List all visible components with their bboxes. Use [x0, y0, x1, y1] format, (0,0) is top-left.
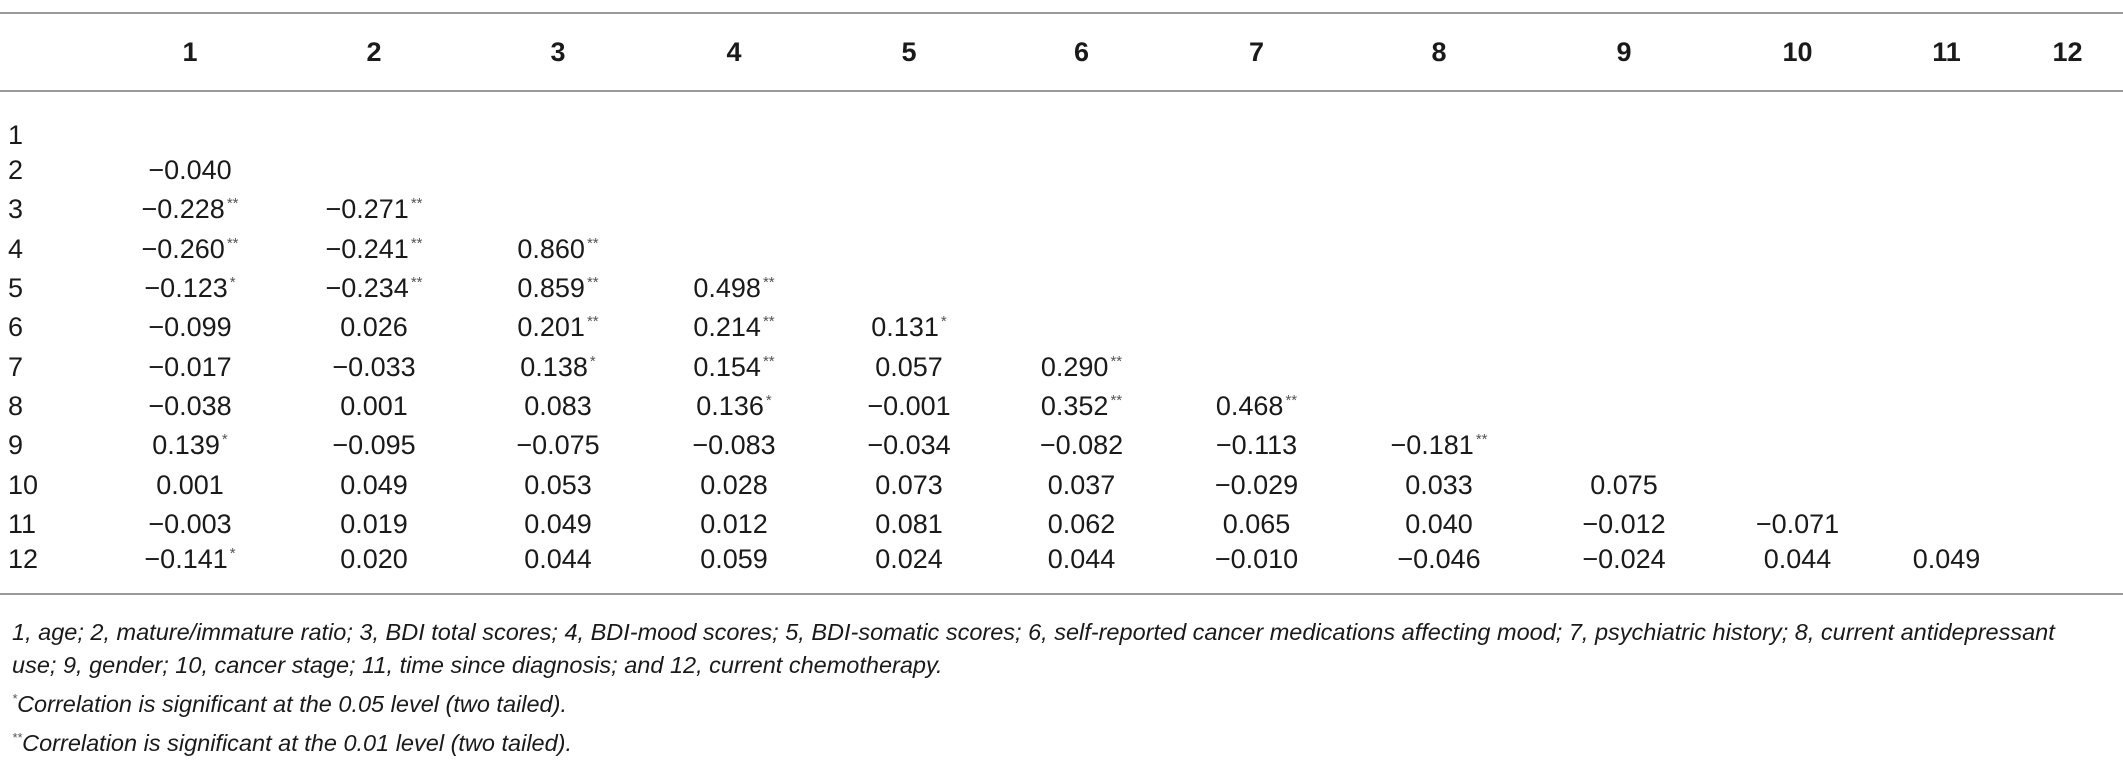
table-cell [1881, 465, 2012, 504]
table-cell [2012, 230, 2123, 269]
table-cell [276, 308, 472, 347]
table-cell [472, 190, 644, 229]
table-cell [2012, 151, 2123, 190]
table-cell [276, 151, 472, 190]
correlation-value: −0.123 [144, 273, 228, 304]
correlation-value: 0.073 [875, 469, 943, 500]
correlation-value: 0.083 [524, 390, 592, 421]
table-cell [472, 544, 644, 594]
significance-marker: ** [1285, 391, 1298, 409]
sig-marker: * [12, 691, 18, 706]
correlation-value: 0.075 [1590, 469, 1658, 500]
table-cell [2012, 269, 2123, 308]
table-cell [1714, 387, 1881, 426]
table-body [0, 91, 2123, 594]
significance-marker: ** [586, 274, 599, 292]
variable-legend: 1, age; 2, mature/immature ratio; 3, BDI total scores; 4, BDI-mood scores; 5, BDI-somatic scores; 6, self-reported cancer medications affecting mood; 7, psychiatric history; 8, current antidepressant use; 9, gender; 10, cancer stage; 11, time since diagnosis; and 12, current chemotherapy. [12, 619, 2055, 678]
table-cell [1714, 190, 1881, 229]
table-cell [276, 465, 472, 504]
table-cell [824, 151, 994, 190]
correlation-value: −0.001 [867, 390, 951, 421]
correlation-value: −0.040 [148, 155, 232, 186]
table-cell [824, 91, 994, 151]
correlation-table [0, 12, 2123, 595]
table-cell [2012, 91, 2123, 151]
table-cell [1881, 230, 2012, 269]
table-cell [1344, 151, 1534, 190]
table-cell [1169, 151, 1344, 190]
significance-marker: ** [410, 234, 423, 252]
row-label: 2 [8, 155, 24, 186]
row-label: 6 [8, 312, 24, 343]
correlation-value: −0.181 [1390, 430, 1474, 461]
table-cell [276, 230, 472, 269]
table-cell [644, 151, 824, 190]
table-cell [472, 505, 644, 544]
correlation-value: 0.040 [1405, 508, 1473, 539]
significance-marker: ** [586, 313, 599, 331]
table-cell [1534, 387, 1714, 426]
significance-marker: * [589, 352, 596, 370]
table-header-row [0, 13, 2123, 91]
table-cell [994, 308, 1169, 347]
row-label: 11 [8, 508, 37, 539]
correlation-value: −0.071 [1755, 508, 1840, 539]
table-cell [1534, 230, 1714, 269]
table-cell [824, 230, 994, 269]
table-cell [1344, 505, 1534, 544]
table-cell [276, 347, 472, 386]
table-cell [1344, 190, 1534, 229]
table-cell [1714, 544, 1881, 594]
table-cell [104, 230, 276, 269]
correlation-value: 0.065 [1222, 508, 1291, 539]
row-label: 5 [8, 273, 24, 304]
table-cell [1714, 230, 1881, 269]
table-row [0, 308, 2123, 347]
significance-marker: ** [586, 234, 599, 252]
table-cell [276, 91, 472, 151]
row-label: 3 [8, 194, 24, 225]
row-label: 9 [8, 430, 24, 461]
correlation-value: 0.049 [340, 469, 408, 500]
table-cell [1714, 426, 1881, 465]
table-cell [1344, 544, 1534, 594]
table-cell [1714, 308, 1881, 347]
significance-marker: ** [226, 195, 239, 213]
correlation-value: −0.034 [867, 430, 951, 461]
correlation-value: 0.214 [693, 312, 761, 343]
table-cell [1714, 269, 1881, 308]
footnote-text: Correlation is significant at the 0.05 level (two tailed). [17, 690, 567, 717]
table-cell [1881, 190, 2012, 229]
correlation-value: 0.026 [340, 312, 408, 343]
table-cell [994, 426, 1169, 465]
table-row [0, 387, 2123, 426]
table-cell [1344, 230, 1534, 269]
table-cell [644, 308, 824, 347]
table-cell [472, 308, 644, 347]
correlation-value: 0.024 [875, 543, 943, 574]
table-cell [644, 230, 824, 269]
table-cell [1534, 308, 1714, 347]
correlation-value: 0.020 [340, 543, 408, 574]
table-cell [994, 347, 1169, 386]
row-label: 1 [8, 120, 24, 150]
table-row [0, 151, 2123, 190]
significance-marker: ** [762, 352, 775, 370]
footnote-text: Correlation is significant at the 0.01 level (two tailed). [22, 729, 573, 756]
table-cell [1169, 190, 1344, 229]
table-cell [994, 190, 1169, 229]
table-cell [1881, 308, 2012, 347]
table-cell [1881, 505, 2012, 544]
significance-marker: * [765, 391, 772, 409]
table-cell [104, 465, 276, 504]
table-cell [1534, 269, 1714, 308]
correlation-value: 0.498 [693, 273, 761, 304]
table-cell [1534, 151, 1714, 190]
table-cell [1881, 544, 2012, 594]
correlation-value: −0.024 [1582, 543, 1666, 574]
table-row [0, 190, 2123, 229]
table-cell [104, 190, 276, 229]
correlation-value: 0.138 [520, 351, 588, 382]
column-header: 9 [1534, 13, 1714, 91]
table-row [0, 505, 2123, 544]
table-cell [824, 465, 994, 504]
table-cell [994, 505, 1169, 544]
column-header: 12 [2012, 13, 2123, 91]
column-header: 8 [1344, 13, 1534, 91]
table-cell [1344, 387, 1534, 426]
correlation-value: 0.139 [152, 430, 220, 461]
table-cell [2012, 387, 2123, 426]
table-row [0, 230, 2123, 269]
correlation-value: −0.083 [692, 430, 776, 461]
correlation-value: 0.049 [1912, 543, 1981, 574]
table-cell [472, 91, 644, 151]
column-header: 5 [824, 13, 994, 91]
table-cell [2012, 190, 2123, 229]
table-cell [2012, 465, 2123, 504]
table-cell [1534, 426, 1714, 465]
table-cell [472, 151, 644, 190]
correlation-value: 0.154 [693, 351, 761, 382]
row-label: 12 [0, 544, 104, 594]
column-header: 10 [1714, 13, 1881, 91]
correlation-value: 0.352 [1040, 390, 1109, 421]
table-cell [824, 544, 994, 594]
table-cell [104, 544, 276, 594]
correlation-value: 0.468 [1215, 390, 1284, 421]
table-cell [824, 505, 994, 544]
correlation-value: 0.859 [517, 273, 585, 304]
row-label: 4 [8, 233, 24, 264]
table-cell [472, 387, 644, 426]
correlation-value: −0.260 [141, 233, 225, 264]
table-cell [276, 190, 472, 229]
row-label: 10 [8, 469, 39, 500]
significance-marker: ** [226, 234, 239, 252]
column-header: 4 [644, 13, 824, 91]
table-cell [644, 347, 824, 386]
correlation-value: −0.271 [325, 194, 409, 225]
correlation-value: 0.131 [871, 312, 939, 343]
table-cell [994, 387, 1169, 426]
table-cell [276, 544, 472, 594]
column-header: 2 [276, 13, 472, 91]
correlation-value: 0.049 [524, 508, 592, 539]
correlation-value: −0.029 [1214, 469, 1299, 500]
table-cell [824, 387, 994, 426]
header-corner [0, 13, 104, 91]
correlation-value: 0.012 [700, 508, 768, 539]
table-cell [1881, 151, 2012, 190]
table-cell [276, 426, 472, 465]
table-cell [644, 544, 824, 594]
table-cell [644, 269, 824, 308]
row-label: 8 [8, 390, 24, 421]
table-cell [994, 151, 1169, 190]
table-cell [644, 505, 824, 544]
table-cell [1881, 387, 2012, 426]
table-cell [472, 426, 644, 465]
correlation-value: 0.001 [340, 390, 408, 421]
table-cell [472, 269, 644, 308]
table-cell [1344, 347, 1534, 386]
table-footnotes [12, 616, 2103, 760]
table-cell [1714, 151, 1881, 190]
column-header: 11 [1881, 13, 2012, 91]
correlation-value: 0.033 [1405, 469, 1473, 500]
correlation-value: 0.860 [517, 233, 585, 264]
table-cell [644, 387, 824, 426]
significance-marker: * [940, 313, 947, 331]
table-cell [1344, 308, 1534, 347]
table-cell [1881, 269, 2012, 308]
table-cell [1714, 91, 1881, 151]
table-cell [104, 426, 276, 465]
table-cell [824, 269, 994, 308]
table-cell [1534, 190, 1714, 229]
correlation-value: −0.003 [148, 508, 232, 539]
table-cell [1534, 465, 1714, 504]
column-header: 3 [472, 13, 644, 91]
table-cell [472, 465, 644, 504]
table-cell [994, 269, 1169, 308]
table-cell [1169, 269, 1344, 308]
table-cell [1534, 505, 1714, 544]
correlation-value: −0.012 [1582, 508, 1666, 539]
significance-marker: * [229, 544, 236, 562]
table-cell [1344, 426, 1534, 465]
table-cell [104, 387, 276, 426]
table-row [0, 91, 2123, 151]
significance-marker: ** [410, 274, 423, 292]
table-cell [994, 465, 1169, 504]
table-cell [644, 91, 824, 151]
correlation-value: −0.046 [1397, 543, 1481, 574]
table-cell [104, 151, 276, 190]
footnote-sig-05 [12, 682, 2103, 721]
table-row [0, 426, 2123, 465]
table-cell [644, 190, 824, 229]
table-cell [1169, 426, 1344, 465]
correlation-value: −0.234 [325, 273, 409, 304]
significance-marker: * [229, 274, 236, 292]
table-cell [276, 387, 472, 426]
table-cell [994, 91, 1169, 151]
correlation-value: 0.044 [1763, 543, 1832, 574]
table-cell [1169, 465, 1344, 504]
significance-marker: ** [1110, 352, 1123, 370]
correlation-value: 0.044 [1047, 543, 1116, 574]
table-cell [644, 426, 824, 465]
table-cell [1714, 465, 1881, 504]
correlation-value: 0.019 [340, 508, 408, 539]
table-cell [2012, 347, 2123, 386]
table-cell [1344, 269, 1534, 308]
correlation-value: −0.017 [148, 351, 232, 382]
significance-marker: ** [762, 274, 775, 292]
correlation-value: 0.028 [700, 469, 768, 500]
table-cell [2012, 544, 2123, 594]
correlation-value: −0.095 [332, 430, 416, 461]
table-cell [1169, 230, 1344, 269]
correlation-value: −0.082 [1039, 430, 1124, 461]
correlation-value: 0.044 [524, 543, 592, 574]
table-cell [276, 269, 472, 308]
table-cell [2012, 308, 2123, 347]
correlation-value: −0.228 [141, 194, 225, 225]
table-cell [1169, 347, 1344, 386]
correlation-value: −0.010 [1214, 543, 1299, 574]
correlation-value: 0.059 [700, 543, 768, 574]
table-cell [2012, 426, 2123, 465]
correlation-value: −0.075 [516, 430, 600, 461]
correlation-value: −0.141 [144, 543, 228, 574]
table-row [0, 347, 2123, 386]
correlation-value: 0.037 [1047, 469, 1116, 500]
table-cell [104, 91, 276, 151]
correlation-value: 0.001 [156, 469, 224, 500]
table-cell [824, 347, 994, 386]
column-header: 1 [104, 13, 276, 91]
table-cell [104, 308, 276, 347]
correlation-value: 0.057 [875, 351, 943, 382]
table-cell [104, 505, 276, 544]
correlation-value: 0.290 [1040, 351, 1109, 382]
table-cell [1169, 544, 1344, 594]
correlation-value: 0.136 [696, 390, 764, 421]
correlation-value: −0.033 [332, 351, 416, 382]
table-cell [1169, 91, 1344, 151]
table-cell [1534, 347, 1714, 386]
table-row [0, 544, 2123, 594]
significance-marker: ** [410, 195, 423, 213]
table-cell [1344, 91, 1534, 151]
table-cell [104, 269, 276, 308]
correlation-value: −0.113 [1215, 430, 1298, 461]
correlation-value: 0.053 [524, 469, 592, 500]
table-cell [994, 544, 1169, 594]
correlation-value: 0.081 [875, 508, 943, 539]
significance-marker: ** [762, 313, 775, 331]
table-cell [1534, 544, 1714, 594]
table-cell [1169, 308, 1344, 347]
table-cell [994, 230, 1169, 269]
table-cell [1169, 387, 1344, 426]
table-cell [824, 190, 994, 229]
correlation-value: 0.201 [517, 312, 585, 343]
column-header: 6 [994, 13, 1169, 91]
sig-marker: ** [12, 729, 23, 745]
table-cell [644, 465, 824, 504]
table-cell [2012, 505, 2123, 544]
table-cell [472, 230, 644, 269]
correlation-value: −0.038 [148, 390, 232, 421]
table-cell [1344, 465, 1534, 504]
correlation-value: 0.062 [1047, 508, 1116, 539]
table-cell [1714, 347, 1881, 386]
significance-marker: ** [1110, 391, 1123, 409]
table-cell [1881, 91, 2012, 151]
footnote-sig-01 [12, 721, 2103, 760]
table-row [0, 269, 2123, 308]
table-cell [824, 426, 994, 465]
correlation-value: −0.241 [325, 233, 409, 264]
table-cell [1714, 505, 1881, 544]
correlation-value: −0.099 [148, 312, 232, 343]
row-label: 7 [8, 351, 24, 382]
column-header: 7 [1169, 13, 1344, 91]
table-cell [1881, 347, 2012, 386]
significance-marker: ** [1475, 431, 1488, 449]
table-cell [104, 347, 276, 386]
table-cell [1534, 91, 1714, 151]
table-cell [1881, 426, 2012, 465]
significance-marker: * [221, 431, 228, 449]
table-cell [472, 347, 644, 386]
table-cell [824, 308, 994, 347]
table-cell [276, 505, 472, 544]
table-cell [1169, 505, 1344, 544]
table-row [0, 465, 2123, 504]
